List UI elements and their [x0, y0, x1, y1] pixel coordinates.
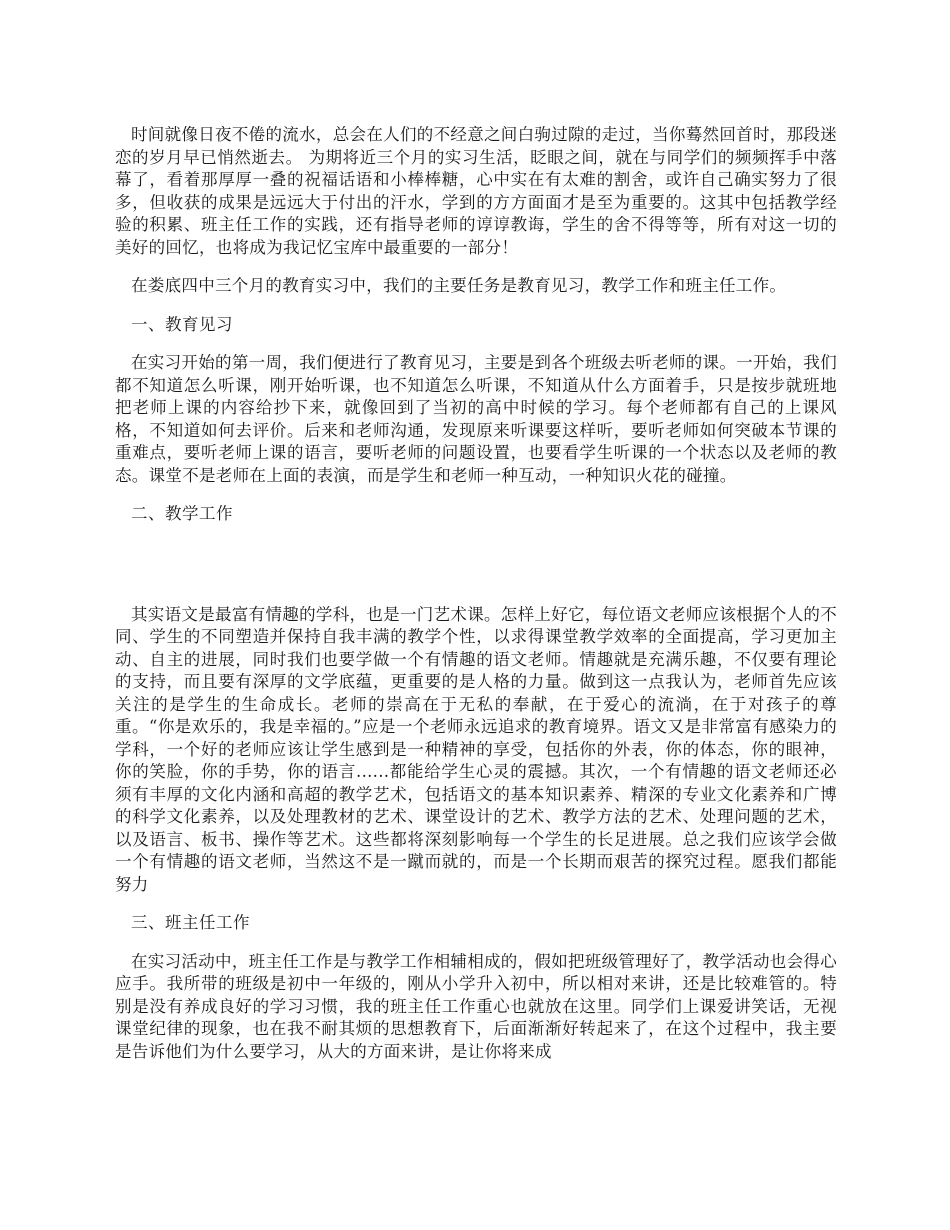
section-heading-class-teacher: 三、班主任工作 — [131, 913, 250, 932]
blank-space — [115, 542, 837, 604]
section-heading-teaching: 二、教学工作 — [131, 504, 233, 523]
observation-paragraph: 在实习开始的第一周，我们便进行了教育见习，主要是到各个班级去听老师的课。一开始，我们都不知道怎么听课，刚开始听课，也不知道怎么听课，不知道从什么方面着手，只是按步就班地把老师上课的内容给抄下来，就像回到了当初的高中时候的学习。每个老师都有自己的上课风格，不知道如何去评价。后来和老师沟通，发现原来听课要这样听，要听老师如何突破本节课的重难点，要听老师上课的语言，要听老师的问题设置，也要看学生听课的一个状态以及老师的教态。课堂不是老师在上面的表演，而是学生和老师一种互动，一种知识火花的碰撞。 — [115, 353, 837, 485]
intro-paragraph: 时间就像日夜不倦的流水，总会在人们的不经意之间白驹过隙的走过，当你蓦然回首时，那段迷恋的岁月早已悄然逝去。 为期将近三个月的实习生活，眨眼之间，就在与同学们的频频挥手中落幕了，看着那厚厚一叠的祝福话语和小棒棒糖，心中实在有太难的割舍，或许自己确实努力了很多，但收获的成果是远远大于付出的汗水，学到的方方面面才是至为重要的。这其中包括教学经验的积累、班主任工作的实践，还有指导老师的谆谆教诲，学生的舍不得等等，所有对这一切的美好的回忆，也将成为我记忆宝库中最重要的一部分！ — [115, 125, 837, 257]
overview-paragraph: 在娄底四中三个月的教育实习中，我们的主要任务是教育见习，教学工作和班主任工作。 — [131, 276, 787, 295]
section-heading-observation: 一、教育见习 — [131, 314, 233, 334]
document-body — [115, 124, 837, 1079]
class-teacher-paragraph: 在实习活动中，班主任工作是与教学工作相辅相成的，假如把班级管理好了，教学活动也会得心应手。我所带的班级是初中一年级的，刚从小学升入初中，所以相对来讲，还是比较难管的。特别是没有养成良好的学习习惯，我的班主任工作重心也就放在这里。同学们上课爱讲笑话，无视课堂纪律的现象，也在我不耐其烦的思想教育下，后面渐渐好转起来了，在这个过程中，我主要是告诉他们为什么要学习，从大的方面来讲，是让你将来成 — [115, 951, 837, 1061]
teaching-paragraph: 其实语文是最富有情趣的学科，也是一门艺术课。怎样上好它，每位语文老师应该根据个人的不同、学生的不同塑造并保持自我丰满的教学个性，以求得课堂教学效率的全面提高，学习更加主动、自主的进展，同时我们也要学做一个有情趣的语文老师。情趣就是充满乐趣，不仅要有理论的支持，而且要有深厚的文学底蕴，更重要的是人格的力量。做到这一点我认为，老师首先应该关注的是学生的生命成长。老师的崇高在于无私的奉献，在于爱心的流淌，在于对孩子的尊重。“你是欢乐的，我是幸福的。”应是一个老师永远追求的教育境界。语文又是非常富有感染力的学科，一个好的老师应该让学生感到是一种精神的享受，包括你的外表，你的体态，你的眼神，你的笑脸，你的手势，你的语言......都能给学生心灵的震撼。其次，一个有情趣的语文老师还必须有丰厚的文化内涵和高超的教学艺术，包括语文的基本知识素养、精深的专业文化素养和广博的科学文化素养，以及处理教材的艺术、课堂设计的艺术、教学方法的艺术、处理问题的艺术，以及语言、板书、操作等艺术。这些都将深刻影响每一个学生的长足进展。总之我们应该学会做一个有情趣的语文老师，当然这不是一蹴而就的，而是一个长期而艰苦的探究过程。愿我们都能努力 — [115, 604, 837, 894]
